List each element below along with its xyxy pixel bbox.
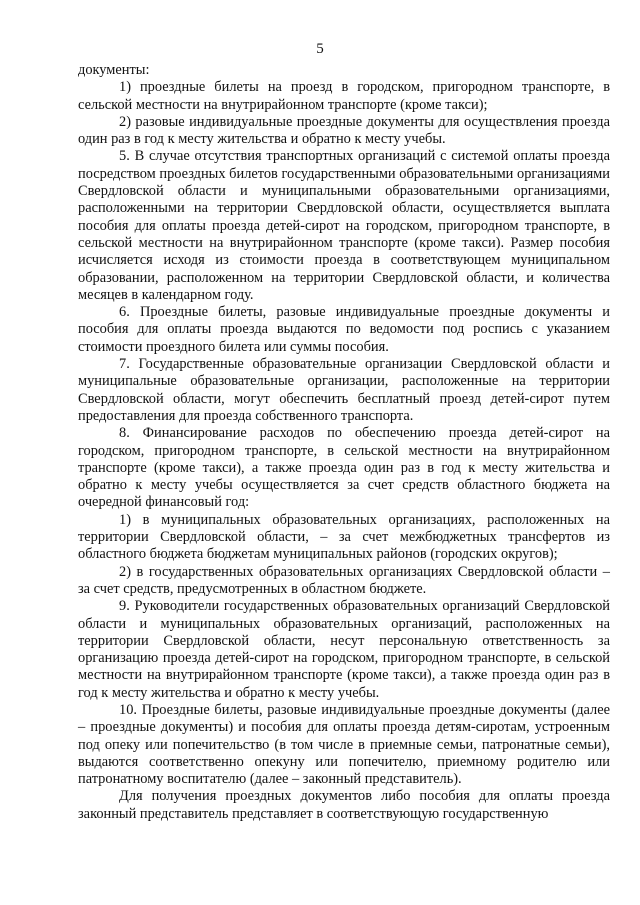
paragraph: документы: bbox=[78, 62, 150, 78]
paragraph: Для получения проездных документов либо пособия для оплаты проезда законный представитель представляет в соответствующую государственную bbox=[78, 788, 610, 822]
paragraph: 7. Государственные образовательные организации Свердловской области и муниципальные образовательные организации, расположенные на территории Свердловской области, могут обеспечить бесплатный проезд детей-сирот путем предоставления для проезда собственного транспорта. bbox=[78, 356, 610, 424]
paragraph: 1) в муниципальных образовательных организациях, расположенных на территории Свердловской области, – за счет межбюджетных трансфертов из областного бюджета бюджетам муниципальных районов (городских округов); bbox=[78, 511, 610, 563]
paragraph: 1) проездные билеты на проезд в городском, пригородном транспорте, в сельской местности на внутрирайонном транспорте (кроме такси); bbox=[78, 79, 610, 113]
paragraph: 2) разовые индивидуальные проездные документы для осуществления проезда один раз в год к месту жительства и обратно к месту учебы. bbox=[78, 113, 610, 148]
paragraph: 8. Финансирование расходов по обеспечению проезда детей-сирот на городском, пригородном транспорте, в сельской местности на внутрирайонном транспорте (кроме такси), а также проезда один раз в год к месту жительства и обратно к месту учебы осуществляется за счет средств областного бюджета на очередной финансовый год: bbox=[78, 425, 610, 511]
paragraph: 9. Руководители государственных образовательных организаций Свердловской области и муниципальных образовательных организаций, расположенных на территории Свердловской области, несут персональную ответственность за организацию проезда детей-сирот на городском, пригородном транспорте, в сельской местности на внутрирайонном транспорте (кроме такси), а также проезда один раз в год к месту жительства и обратно к месту учебы. bbox=[78, 598, 610, 701]
page-number: 5 bbox=[316, 41, 324, 57]
paragraph: 10. Проездные билеты, разовые индивидуальные проездные документы (далее – проездные документы) и пособия для оплаты проезда детям-сиротам, устроенным под опеку или попечительство (в том числе в приемные семьи, патронатные семьи), выдаются соответственно опекуну или попечителю, приемному родителю или патронатному воспитателю (далее – законный представитель). bbox=[78, 701, 610, 788]
paragraph: 2) в государственных образовательных организациях Свердловской области – за счет средств, предусмотренных в областном бюджете. bbox=[78, 563, 610, 597]
document-body bbox=[78, 62, 610, 823]
paragraph: 6. Проездные билеты, разовые индивидуальные проездные документы и пособия для оплаты проезда выдаются по ведомости под роспись с указанием стоимости проездного билета или суммы пособия. bbox=[78, 304, 610, 355]
paragraph: 5. В случае отсутствия транспортных организаций с системой оплаты проезда посредством проездных билетов государственными образовательными организациями Свердловской области и муниципальными образовательными организациями, расположенными на территории Свердловской области, осуществляется выплата пособия для оплаты проезда детей-сирот на городском, пригородном транспорте, в сельской местности на внутрирайонном транспорте (кроме такси). Размер пособия исчисляется исходя из стоимости проезда в соответствующем муниципальном образовании, расположенном на территории Свердловской области, и количества месяцев в календарном году. bbox=[78, 148, 610, 303]
